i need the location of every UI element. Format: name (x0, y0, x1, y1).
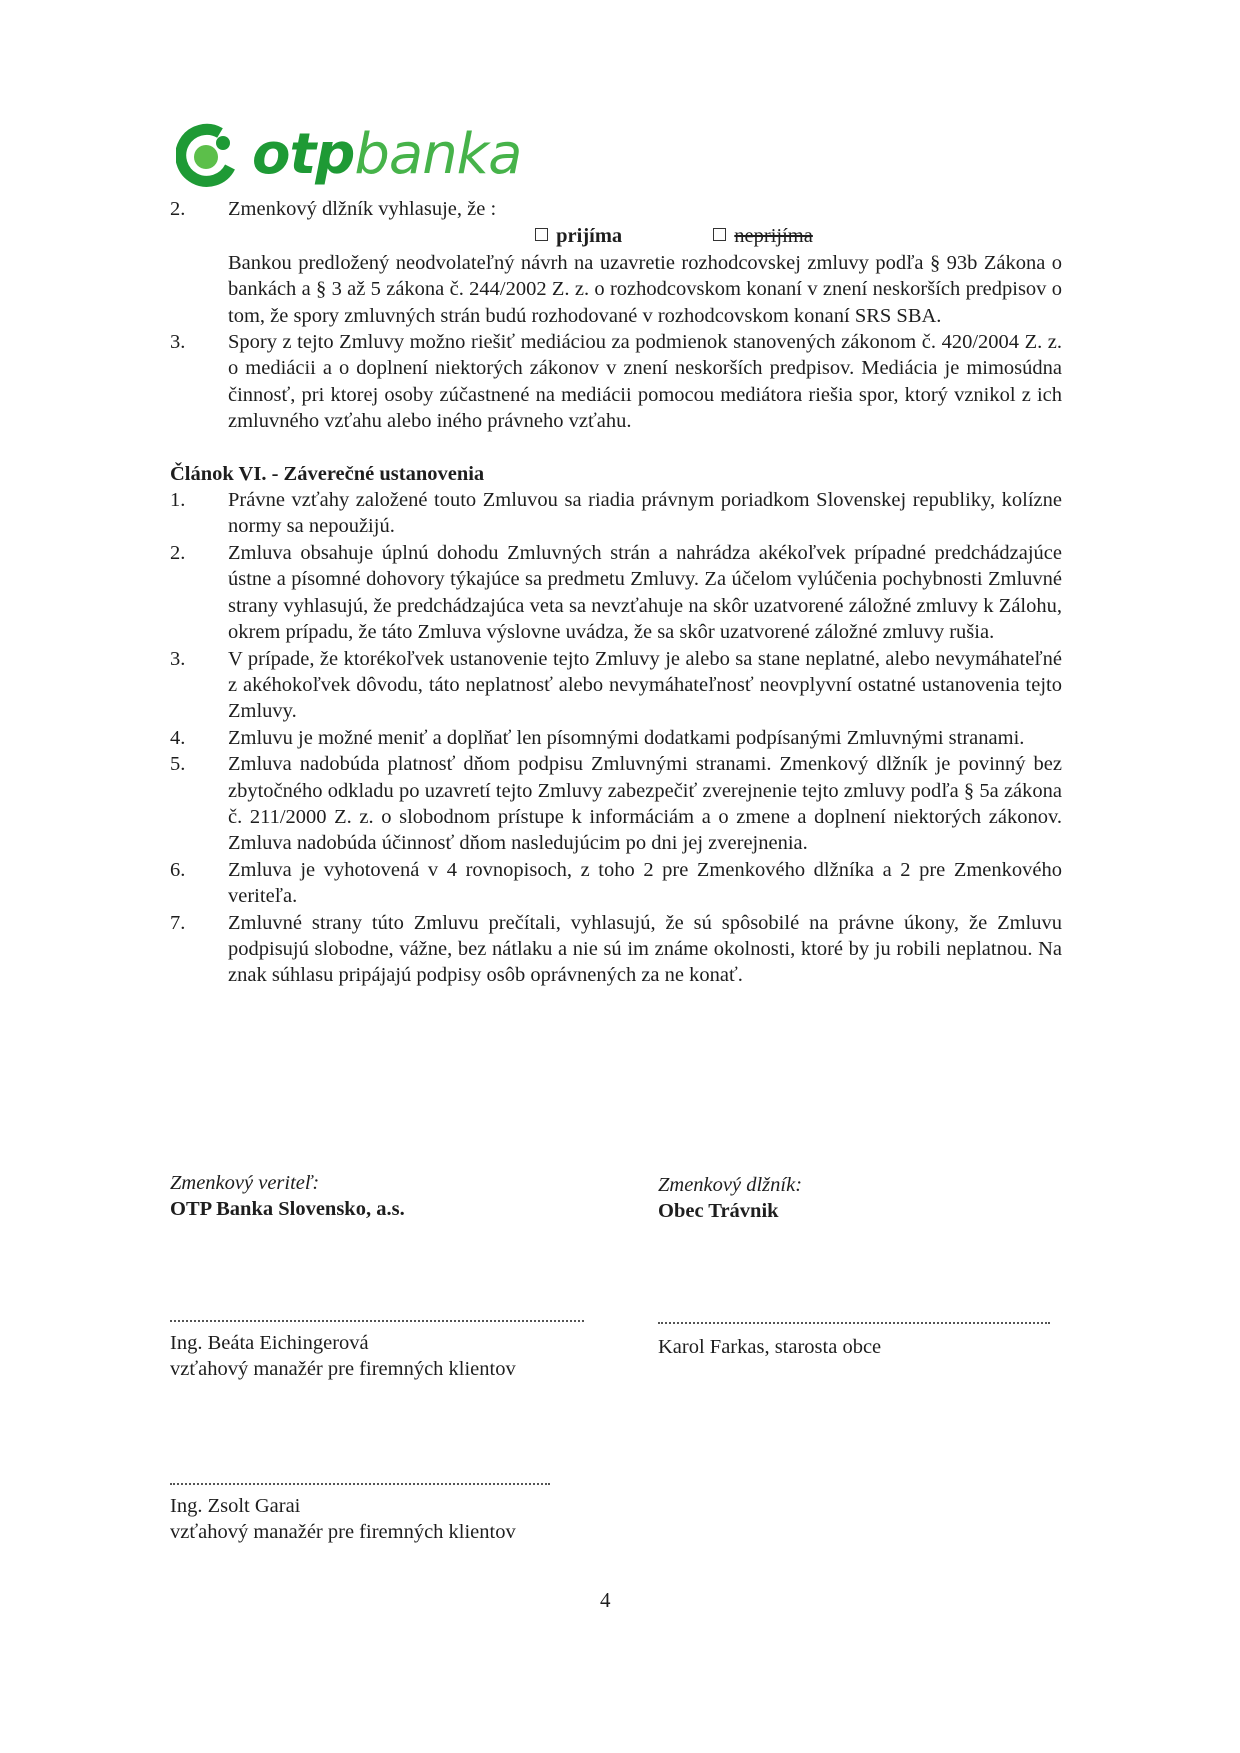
clause-number: 2. (170, 198, 186, 220)
clause-text: Právne vzťahy založené touto Zmluvou sa riadia právnym poriadkom Slovenskej republiky, kolízne normy sa nepoužijú. (228, 489, 1062, 538)
logo-otp-text: otp (252, 122, 355, 187)
clause-number: 2. (170, 541, 186, 564)
section-heading: Článok VI. - Záverečné ustanovenia (170, 462, 485, 485)
clause-text: Zmluvné strany túto Zmluvu prečítali, vyhlasujú, že sú spôsobilé na právne úkony, že Zmluvu podpisujú slobodne, vážne, bez nátlaku a nie sú im známe okolnosti, ktoré by ju robili neplatnou. Na znak súhlasu pripájajú podpisy osôb oprávnených za ne konať. (228, 911, 1062, 987)
debtor-block (658, 1172, 802, 1224)
reject-option-struck[interactable] (713, 223, 813, 249)
clause-vi-1 (170, 487, 1062, 540)
checkbox-icon[interactable] (713, 228, 726, 241)
clause-number: 6. (170, 858, 186, 881)
clause-text: Spory z tejto Zmluvy možno riešiť mediáciou za podmienok stanovených zákonom č. 420/2004 Z. z. o mediácii a o doplnení niektorých zákonov v znení neskorších predpisov. Mediácia je mimosúdna činnosť, pri ktorej osoby zúčastnené na mediácii pomocou mediátora riešia spor, ktorý vznikol z ich zmluvného vzťahu alebo iného právneho vzťahu. (228, 331, 1062, 433)
clause-vi-3 (170, 646, 1062, 725)
clause-text: Zmluva je vyhotovená v 4 rovnopisoch, z toho 2 pre Zmenkového dlžníka a 2 pre Zmenkového veriteľa. (228, 858, 1062, 908)
clause-vi-6 (170, 857, 1062, 910)
clause-vi-7 (170, 910, 1062, 989)
clause-lead: Zmenkový dlžník vyhlasuje, že : (228, 198, 497, 220)
clause-text: Zmluva nadobúda platnosť dňom podpisu Zmluvnými stranami. Zmenkový dlžník je povinný bez zbytočného odkladu po uzavretí tejto Zmluvy zabezpečiť zverejnenie tejto zmluvy podľa § 5a zákona č. 211/2000 Z. z. o slobodnom prístupe k informáciám a o zmene a doplnení niektorých zákonov. Zmluva nadobúda účinnosť dňom nasledujúcim po dni jej zverejnenia. (228, 753, 1062, 855)
clause-number: 7. (170, 911, 186, 934)
clause-number: 3. (170, 647, 186, 670)
accept-option[interactable] (535, 223, 622, 249)
clause-vi-4 (170, 725, 1062, 751)
reject-label: neprijíma (734, 225, 813, 248)
clause-vi-5 (170, 751, 1062, 857)
clause-number: 5. (170, 753, 186, 776)
otp-banka-logo (176, 118, 521, 192)
clause-number: 1. (170, 489, 186, 512)
clause-number: 3. (170, 331, 186, 354)
document-body (170, 196, 1062, 989)
otp-logo-mark-icon (176, 123, 240, 187)
debtor-party: Obec Trávnik (658, 1200, 779, 1222)
accept-reject-choice (170, 223, 1062, 249)
creditor-block (170, 1170, 405, 1222)
signer-name: Ing. Beáta Eichingerová (170, 1332, 369, 1354)
signer-farkas (658, 1334, 881, 1360)
clause-v-2 (170, 196, 1062, 222)
signature-line-creditor-1 (170, 1320, 584, 1322)
clause-number: 4. (170, 726, 186, 749)
clause-v-3 (170, 329, 1062, 435)
checkbox-icon[interactable] (535, 228, 548, 241)
creditor-role: Zmenkový veriteľ: (170, 1172, 320, 1194)
signature-line-debtor (658, 1322, 1050, 1324)
accept-label: prijíma (556, 225, 623, 248)
signer-name: Karol Farkas, starosta obce (658, 1336, 882, 1358)
signer-name: Ing. Zsolt Garai (170, 1495, 301, 1517)
signer-garai (170, 1493, 516, 1545)
signer-title: vzťahový manažér pre firemných klientov (170, 1521, 516, 1543)
clause-text: V prípade, že ktorékoľvek ustanovenie tejto Zmluvy je alebo sa stane neplatné, alebo nevymáhateľné z akéhokoľvek dôvodu, táto neplatnosť alebo nevymáhateľnosť neovplyvní ostatné ustanovenia tejto Zmluvy. (228, 647, 1062, 723)
logo-wordmark (252, 122, 522, 187)
creditor-party: OTP Banka Slovensko, a.s. (170, 1198, 405, 1220)
clause-vi-2 (170, 540, 1062, 646)
signer-eichingerova (170, 1330, 516, 1382)
page-number: 4 (600, 1588, 611, 1612)
debtor-role: Zmenkový dlžník: (658, 1174, 803, 1196)
signature-line-creditor-2 (170, 1483, 550, 1485)
signer-title: vzťahový manažér pre firemných klientov (170, 1358, 516, 1380)
clause-text: Zmluva obsahuje úplnú dohodu Zmluvných strán a nahrádza akékoľvek prípadné predchádzajúce ústne a písomné dohovory týkajúce sa predmetu Zmluvy. Za účelom vylúčenia pochybnosti Zmluvné strany vyhlasujú, že predchádzajúca veta sa nevzťahuje na skôr uzatvorené záložné zmluvy k Zálohu, okrem prípadu, že táto Zmluva výslovne uvádza, že sa skôr uzatvorené záložné zmluvy rušia. (228, 541, 1062, 644)
clause-text: Zmluvu je možné meniť a doplňať len písomnými dodatkami podpísanými Zmluvnými stranami. (228, 726, 1025, 749)
logo-banka-text: banka (354, 122, 522, 187)
clause-text: Bankou predložený neodvolateľný návrh na uzavretie rozhodcovskej zmluvy podľa § 93b Zákona o bankách a § 3 až 5 zákona č. 244/2002 Z. z. o rozhodcovskom konaní v znení neskorších predpisov o tom, že spory zmluvných strán budú rozhodované v rozhodcovskom konaní SRS SBA. (228, 251, 1062, 327)
clause-v-2-text (170, 250, 1062, 329)
